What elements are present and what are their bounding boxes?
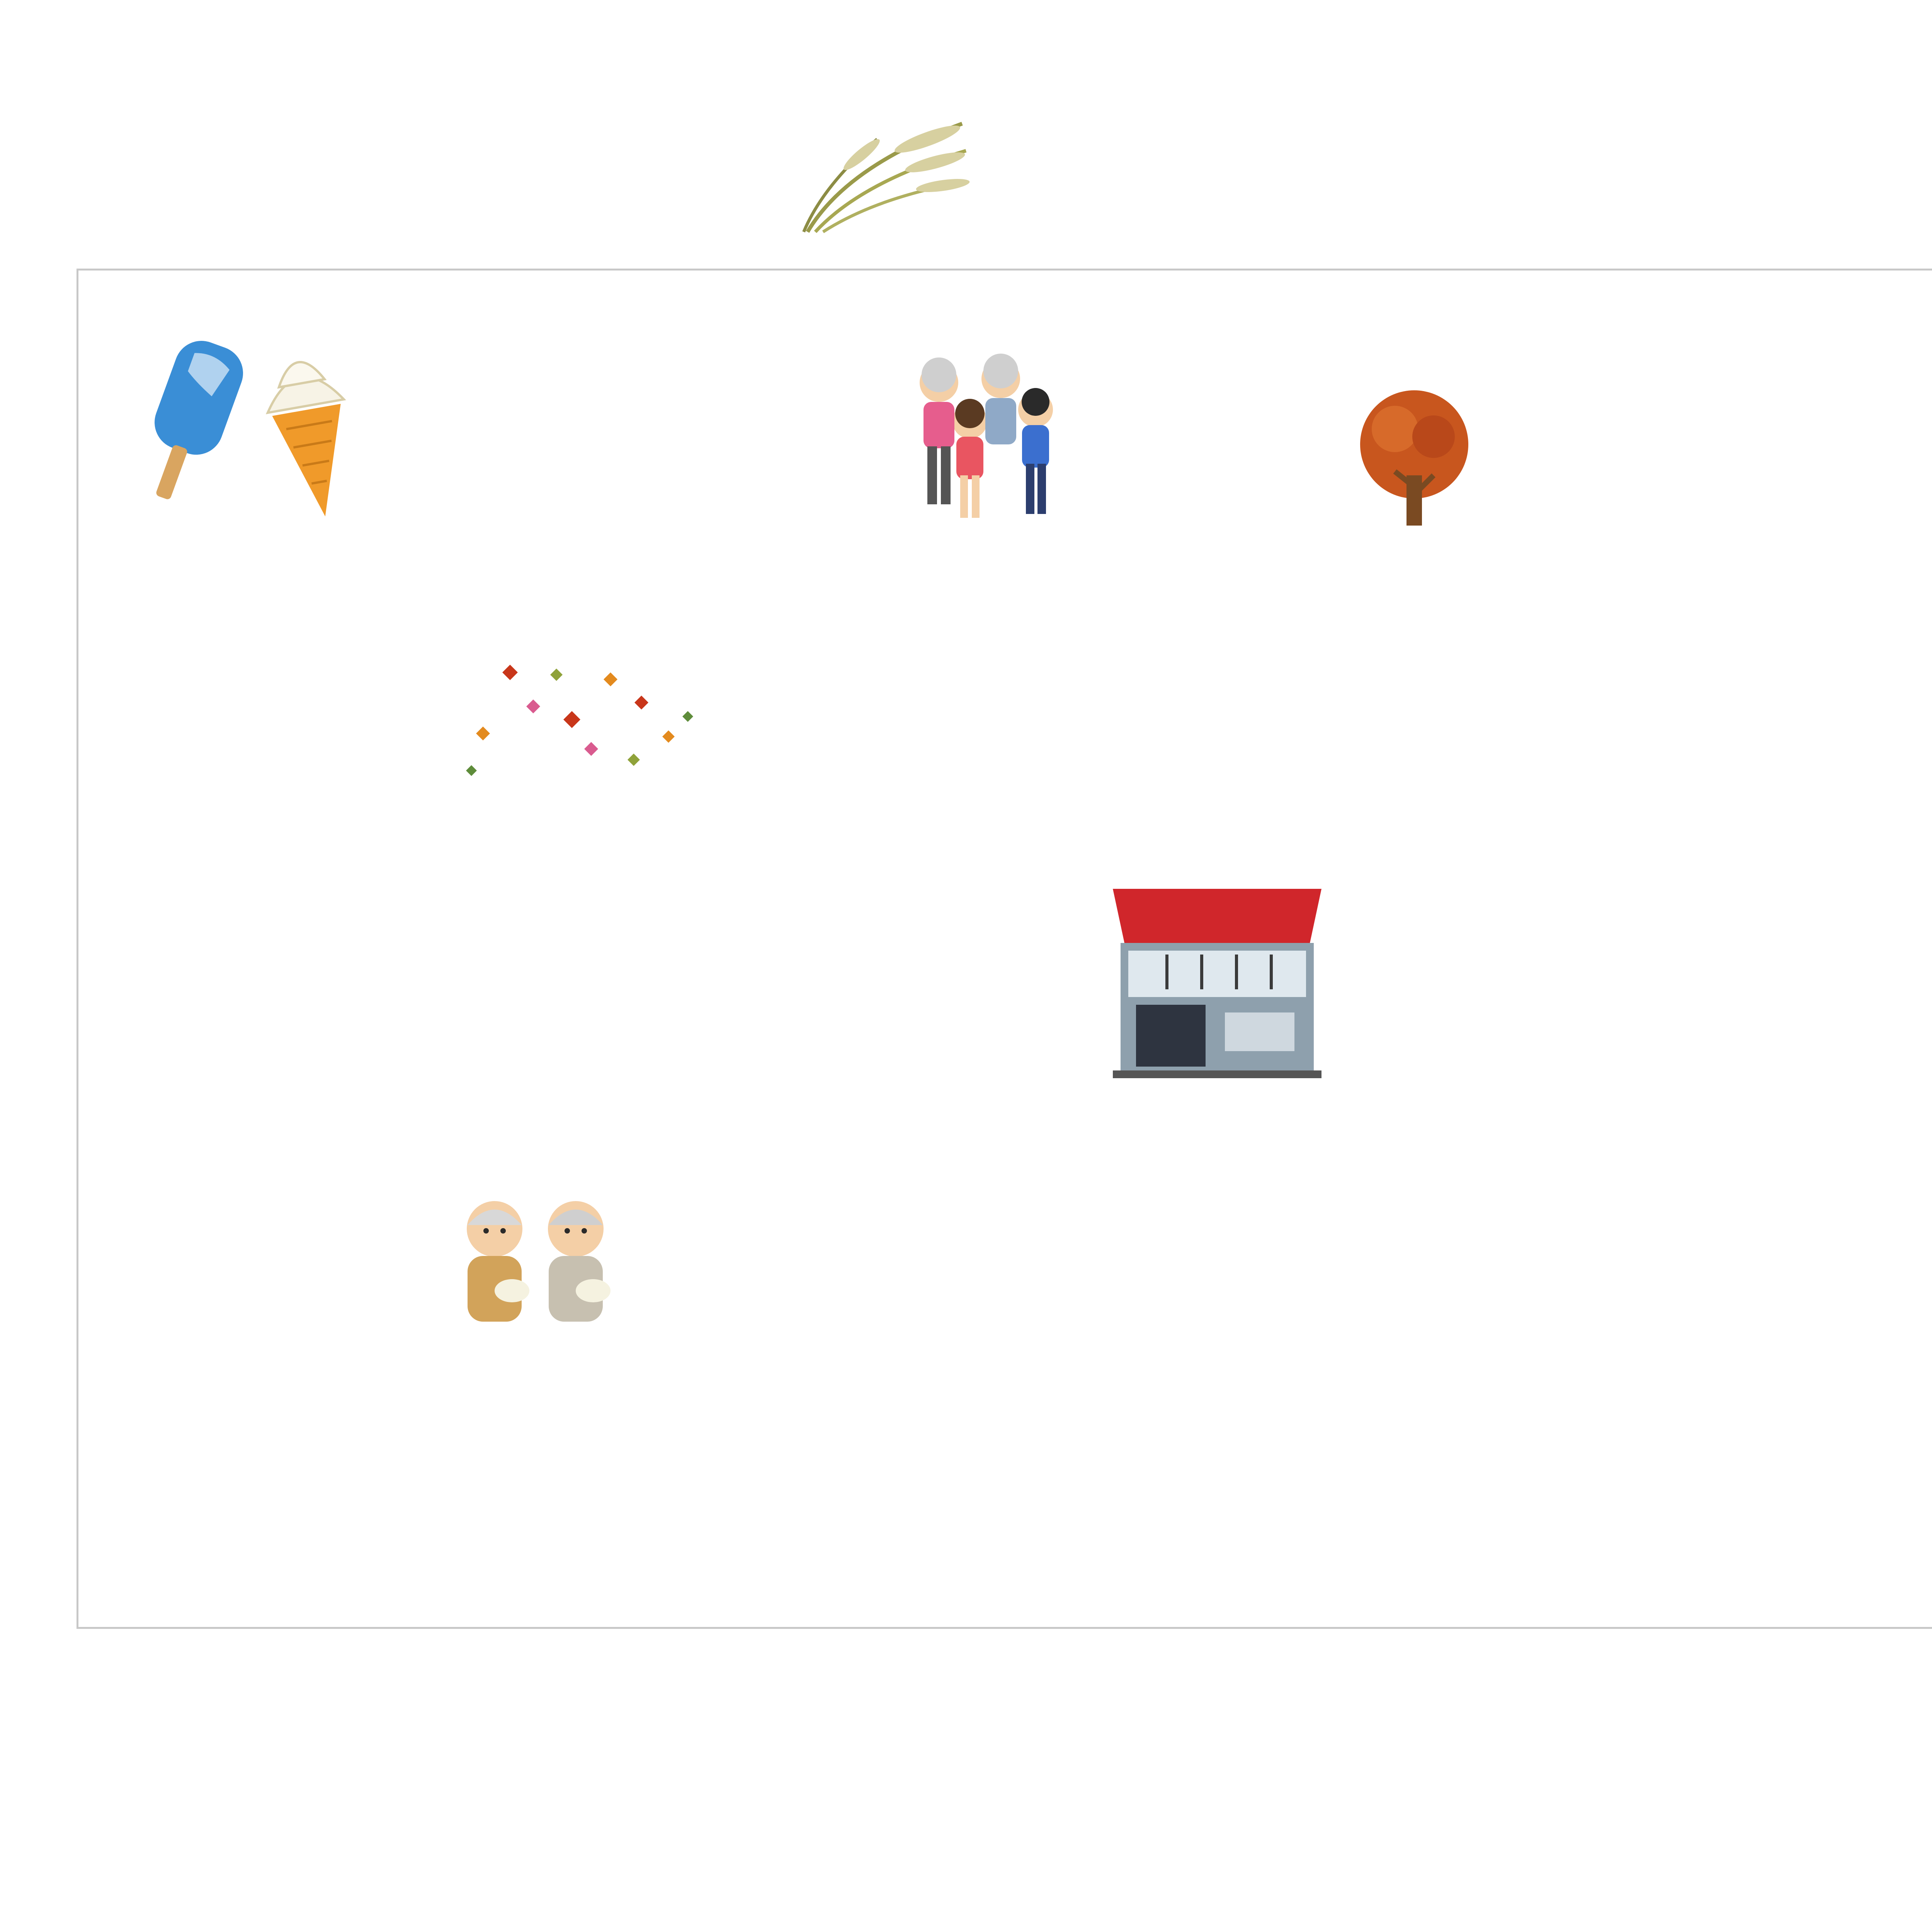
family-walking-icon [873, 348, 1074, 526]
falling-leaves-icon [464, 649, 696, 777]
music-shop-icon [1113, 889, 1321, 1078]
elderly-couple-icon [444, 1198, 630, 1326]
autumn-tree-icon [1352, 386, 1476, 529]
ice-cream-icon [131, 325, 379, 526]
weekday-header-row [77, 226, 1932, 269]
pampas-grass-icon [800, 108, 970, 236]
